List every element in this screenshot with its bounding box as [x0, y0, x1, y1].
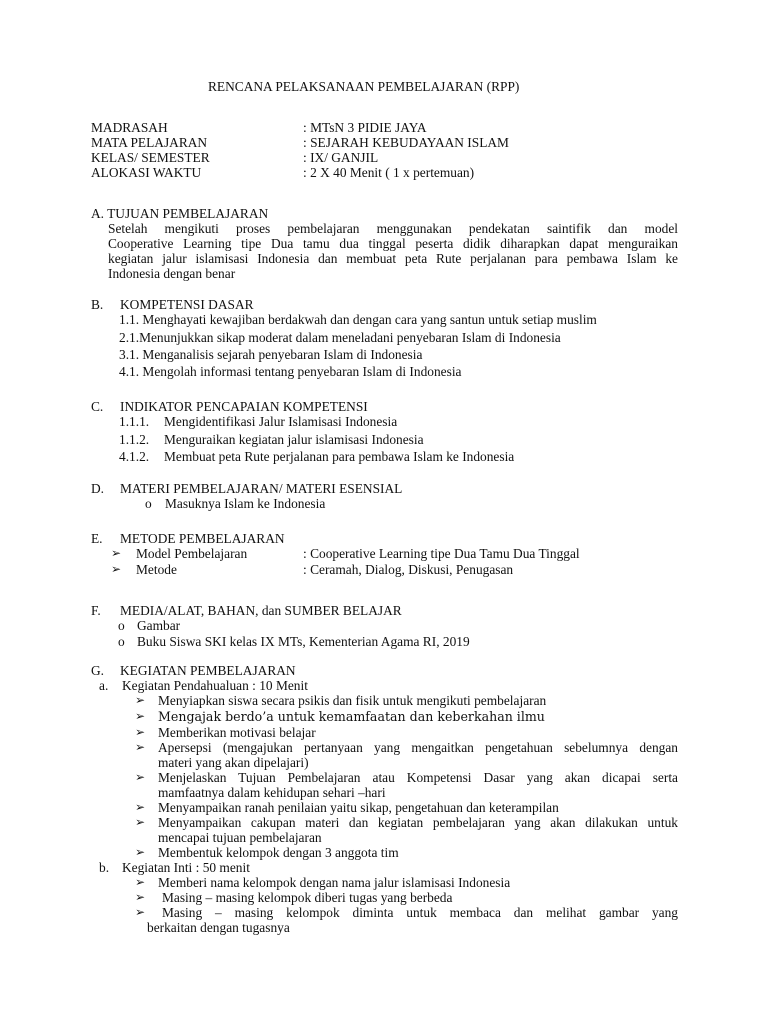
bullet-circle-icon: o	[118, 618, 125, 633]
arrow-bullet-icon: ➢	[135, 815, 146, 829]
indicator-text: Menguraikan kegiatan jalur islamisasi Indonesia	[164, 432, 424, 447]
arrow-bullet-icon: ➢	[111, 562, 122, 576]
material-item: Masuknya Islam ke Indonesia	[165, 496, 326, 511]
activity-item: Memberikan motivasi belajar	[158, 725, 316, 740]
method-label: Model Pembelajaran	[136, 546, 248, 561]
method-value: : Ceramah, Dialog, Diskusi, Penugasan	[303, 562, 514, 577]
arrow-bullet-icon: ➢	[135, 890, 146, 904]
arrow-bullet-icon: ➢	[135, 709, 146, 723]
section-a-paragraph-line: Cooperative Learning tipe Dua tamu dua tinggal peserta didik diharapkan dapat menguraikan	[108, 236, 678, 251]
identity-label-madrasah: MADRASAH	[91, 120, 168, 135]
bullet-circle-icon: o	[118, 634, 125, 649]
section-d-letter: D.	[91, 481, 105, 496]
subsection-b-heading: Kegiatan Inti : 50 menit	[122, 860, 250, 875]
subsection-b-letter: b.	[99, 860, 110, 875]
activity-item: Menyampaikan cakupan materi dan kegiatan pembelajaran yang akan dilakukan untuk	[158, 815, 678, 830]
activity-item-continuation: mencapai tujuan pembelajaran	[158, 830, 322, 845]
section-e-heading: METODE PEMBELAJARAN	[120, 531, 285, 546]
activity-item-continuation: mamfaatnya dalam kehidupan sehari –hari	[158, 785, 386, 800]
section-e-letter: E.	[91, 531, 103, 546]
arrow-bullet-icon: ➢	[135, 845, 146, 859]
section-f-letter: F.	[91, 603, 101, 618]
activity-item-continuation: berkaitan dengan tugasnya	[147, 920, 290, 935]
indicator-text: Mengidentifikasi Jalur Islamisasi Indonesia	[164, 414, 398, 429]
section-f-heading: MEDIA/ALAT, BAHAN, dan SUMBER BELAJAR	[120, 603, 402, 618]
activity-item: Mengajak berdo’a untuk kemamfaatan dan keberkahan ilmu	[158, 709, 545, 724]
indicator-text: Membuat peta Rute perjalanan para pembawa Islam ke Indonesia	[164, 449, 515, 464]
indicator-number: 1.1.1.	[119, 414, 150, 429]
arrow-bullet-icon: ➢	[135, 725, 146, 739]
arrow-bullet-icon: ➢	[135, 875, 146, 889]
competency-item: 2.1.Menunjukkan sikap moderat dalam meneladani penyebaran Islam di Indonesia	[119, 330, 561, 345]
activity-item: Menyampaikan ranah penilaian yaitu sikap, pengetahuan dan keterampilan	[158, 800, 559, 815]
section-g-heading: KEGIATAN PEMBELAJARAN	[120, 663, 296, 678]
document-title: RENCANA PELAKSANAAN PEMBELAJARAN (RPP)	[208, 79, 520, 94]
activity-item: Menjelaskan Tujuan Pembelajaran atau Kompetensi Dasar yang akan dicapai serta	[158, 770, 678, 785]
section-b-letter: B.	[91, 297, 104, 312]
method-label: Metode	[136, 562, 177, 577]
section-d-heading: MATERI PEMBELAJARAN/ MATERI ESENSIAL	[120, 481, 403, 496]
section-a-paragraph-line: Indonesia dengan benar	[108, 266, 236, 281]
identity-value-madrasah: : MTsN 3 PIDIE JAYA	[303, 120, 427, 135]
activity-item-continuation: materi yang akan dipelajari)	[158, 755, 309, 770]
identity-label-subject: MATA PELAJARAN	[91, 135, 208, 150]
competency-item: 1.1. Menghayati kewajiban berdakwah dan dengan cara yang santun untuk setiap muslim	[119, 312, 597, 327]
arrow-bullet-icon: ➢	[135, 740, 146, 754]
identity-label-class: KELAS/ SEMESTER	[91, 150, 210, 165]
section-c-letter: C.	[91, 399, 104, 414]
activity-item: Membentuk kelompok dengan 3 anggota tim	[158, 845, 399, 860]
arrow-bullet-icon: ➢	[135, 770, 146, 784]
section-a-paragraph-line: kegiatan jalur islamisasi Indonesia dan membuat peta Rute perjalanan para pembawa Islam ke	[108, 251, 678, 266]
section-a-heading: A. TUJUAN PEMBELAJARAN	[91, 206, 269, 221]
bullet-circle-icon: o	[145, 496, 152, 511]
identity-value-subject: : SEJARAH KEBUDAYAAN ISLAM	[303, 135, 509, 150]
identity-value-class: : IX/ GANJIL	[303, 150, 379, 165]
resource-item: Gambar	[137, 618, 181, 633]
subsection-a-heading: Kegiatan Pendahualuan : 10 Menit	[122, 678, 308, 693]
section-g-letter: G.	[91, 663, 105, 678]
method-value: : Cooperative Learning tipe Dua Tamu Dua Tinggal	[303, 546, 580, 561]
section-c-heading: INDIKATOR PENCAPAIAN KOMPETENSI	[120, 399, 368, 414]
activity-item: Apersepsi (mengajukan pertanyaan yang mengaitkan pengetahuan sebelumnya dengan	[158, 740, 678, 755]
competency-item: 3.1. Menganalisis sejarah penyebaran Islam di Indonesia	[119, 347, 423, 362]
activity-item: Masing – masing kelompok diminta untuk membaca dan melihat gambar yang	[162, 905, 678, 920]
indicator-number: 1.1.2.	[119, 432, 150, 447]
indicator-number: 4.1.2.	[119, 449, 150, 464]
activity-item: Memberi nama kelompok dengan nama jalur islamisasi Indonesia	[158, 875, 511, 890]
identity-value-time: : 2 X 40 Menit ( 1 x pertemuan)	[303, 165, 475, 180]
arrow-bullet-icon: ➢	[135, 800, 146, 814]
section-b-heading: KOMPETENSI DASAR	[120, 297, 254, 312]
arrow-bullet-icon: ➢	[135, 905, 146, 919]
activity-item: Masing – masing kelompok diberi tugas yang berbeda	[162, 890, 453, 905]
competency-item: 4.1. Mengolah informasi tentang penyebaran Islam di Indonesia	[119, 364, 462, 379]
activity-item: Menyiapkan siswa secara psikis dan fisik untuk mengikuti pembelajaran	[158, 693, 547, 708]
subsection-a-letter: a.	[99, 678, 109, 693]
resource-item: Buku Siswa SKI kelas IX MTs, Kementerian Agama RI, 2019	[137, 634, 470, 649]
section-a-paragraph-line: Setelah mengikuti proses pembelajaran menggunakan pendekatan saintifik dan model	[108, 221, 678, 236]
identity-label-time: ALOKASI WAKTU	[91, 165, 202, 180]
arrow-bullet-icon: ➢	[111, 546, 122, 560]
arrow-bullet-icon: ➢	[135, 693, 146, 707]
